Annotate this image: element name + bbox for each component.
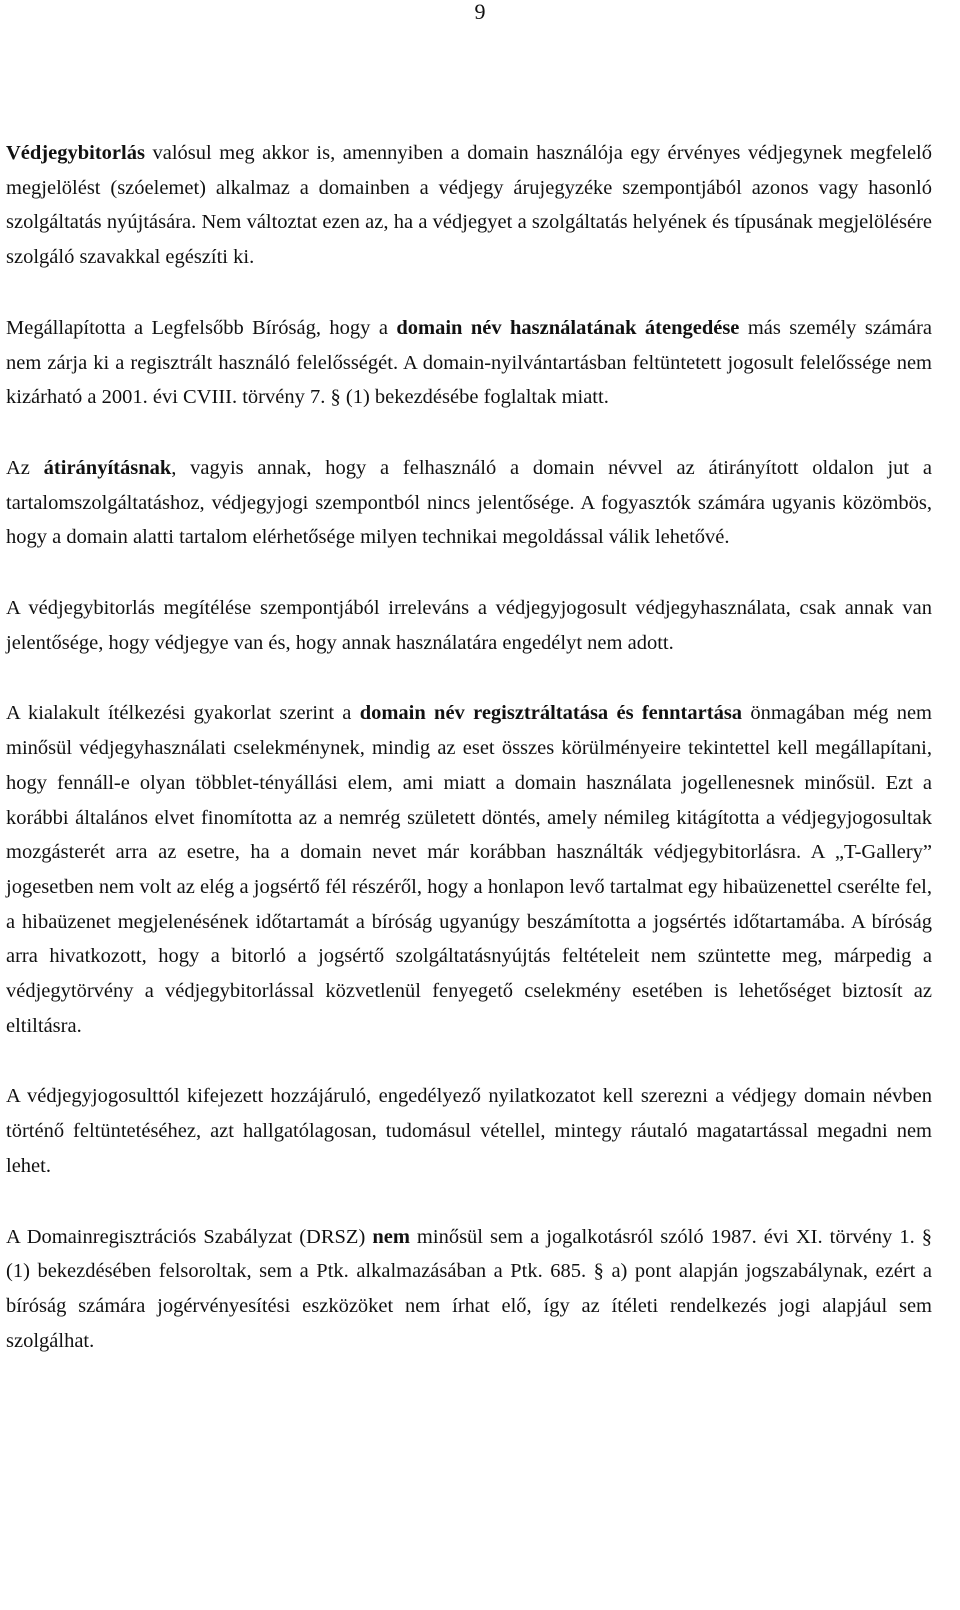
text-run: domain név használatának átengedése: [396, 316, 740, 339]
text-run: , vagyis annak, hogy a felhasználó a domain névvel az átirányított oldalon jut a tartalomszolgáltatáshoz, védjegyjogi szempontból nincs jelentősége. A fogyasztók számára ugyanis közömbös, hogy a domain alatti tartalom elérhetősége milyen technikai megoldással válik lehetővé.: [6, 456, 932, 549]
paragraph-trademark-use-irrelevant: [6, 591, 932, 660]
paragraph-consent-required: [6, 1079, 932, 1183]
paragraph-case-law-practice: [6, 696, 932, 1043]
text-run: A védjegybitorlás megítélése szempontjából irreleváns a védjegyjogosult védjegyhasználata, csak annak van jelentősége, hogy védjegye van és, hogy annak használatára engedélyt nem adott.: [6, 597, 932, 654]
text-run: valósul meg akkor is, amennyiben a domain használója egy érvényes védjegynek megfelelő megjelölést (szóelemet) alkalmaz a domainben a védjegy árujegyzéke szempontjából azonos vagy hasonló szolgáltatás nyújtására. Nem változtat ezen az, ha a védjegyet a szolgáltatás helyének és típusának megjelölésére szolgáló szavakkal egészíti ki.: [6, 142, 932, 269]
text-run: nem: [372, 1225, 410, 1248]
text-run: A Domainregisztrációs Szabályzat (DRSZ): [6, 1225, 373, 1248]
paragraph-supreme-court-finding: [6, 311, 932, 415]
paragraph-redirection: [6, 451, 932, 555]
text-run: átirányításnak: [43, 456, 172, 479]
text-run: A kialakult ítélkezési gyakorlat szerint a: [6, 702, 360, 725]
text-run: domain név regisztráltatása és fenntartása: [359, 702, 743, 725]
paragraph-trademark-infringement: [6, 136, 932, 275]
text-run: Az: [6, 456, 44, 479]
text-run: önmagában még nem minősül védjegyhasználati cselekménynek, mindig az eset összes körülményeire tekintettel kell megállapítani, hogy fennáll-e olyan többlet-tényállási elem, ami miatt a domain használata jogellenesnek minősül. Ezt a korábbi általános elvet finomította az a nemrég született döntés, amely némileg kitágította a védjegyjogosultak mozgásterét arra az esetre, ha a domain nevet már korábban használták védjegybitorlásra. A „T-Gallery” jogesetben nem volt az elég a jogsértő fél részéről, hogy a honlapon levő tartalmat egy hibaüzenettel cserélte fel, a hibaüzenet megjelenésének időtartamát a bíróság ugyanúgy beszámította a jogsértés időtartamába. A bíróság arra hivatkozott, hogy a bitorló a jogsértő szolgáltatásnyújtás feltételeit nem szüntette meg, márpedig a védjegytörvény a védjegybitorlással közvetlenül fenyegető cselekmény esetében is lehetőséget biztosít az eltiltásra.: [6, 702, 932, 1037]
paragraph-drsz-status: [6, 1220, 932, 1359]
text-run: Védjegybitorlás: [6, 142, 145, 164]
text-run: más személy számára nem zárja ki a regisztrált használó felelősségét. A domain-nyilvántartásban feltüntetett jogosult felelőssége nem kizárható a 2001. évi CVIII. törvény 7. § (1) bekezdésébe foglaltak miatt.: [6, 316, 932, 409]
text-run: A védjegyjogosulttól kifejezett hozzájáruló, engedélyező nyilatkozatot kell szerezni a védjegy domain névben történő feltüntetéséhez, azt hallgatólagosan, tudomásul vétellel, mintegy ráutaló magatartással megadni nem lehet.: [6, 1085, 932, 1177]
text-run: minősül sem a jogalkotásról szóló 1987. évi XI. törvény 1. § (1) bekezdésében felsoroltak, sem a Ptk. alkalmazásában a Ptk. 685. § a) pont alapján jogszabálynak, ezért a bíróság számára jogérvényesítési eszközöket nem írhat elő, így az ítéleti rendelkezés jogi alapjául sem szolgálhat.: [6, 1225, 932, 1352]
page-number: 9: [474, 0, 486, 24]
document-body: [6, 136, 932, 1394]
text-run: Megállapította a Legfelsőbb Bíróság, hogy a: [6, 316, 397, 339]
